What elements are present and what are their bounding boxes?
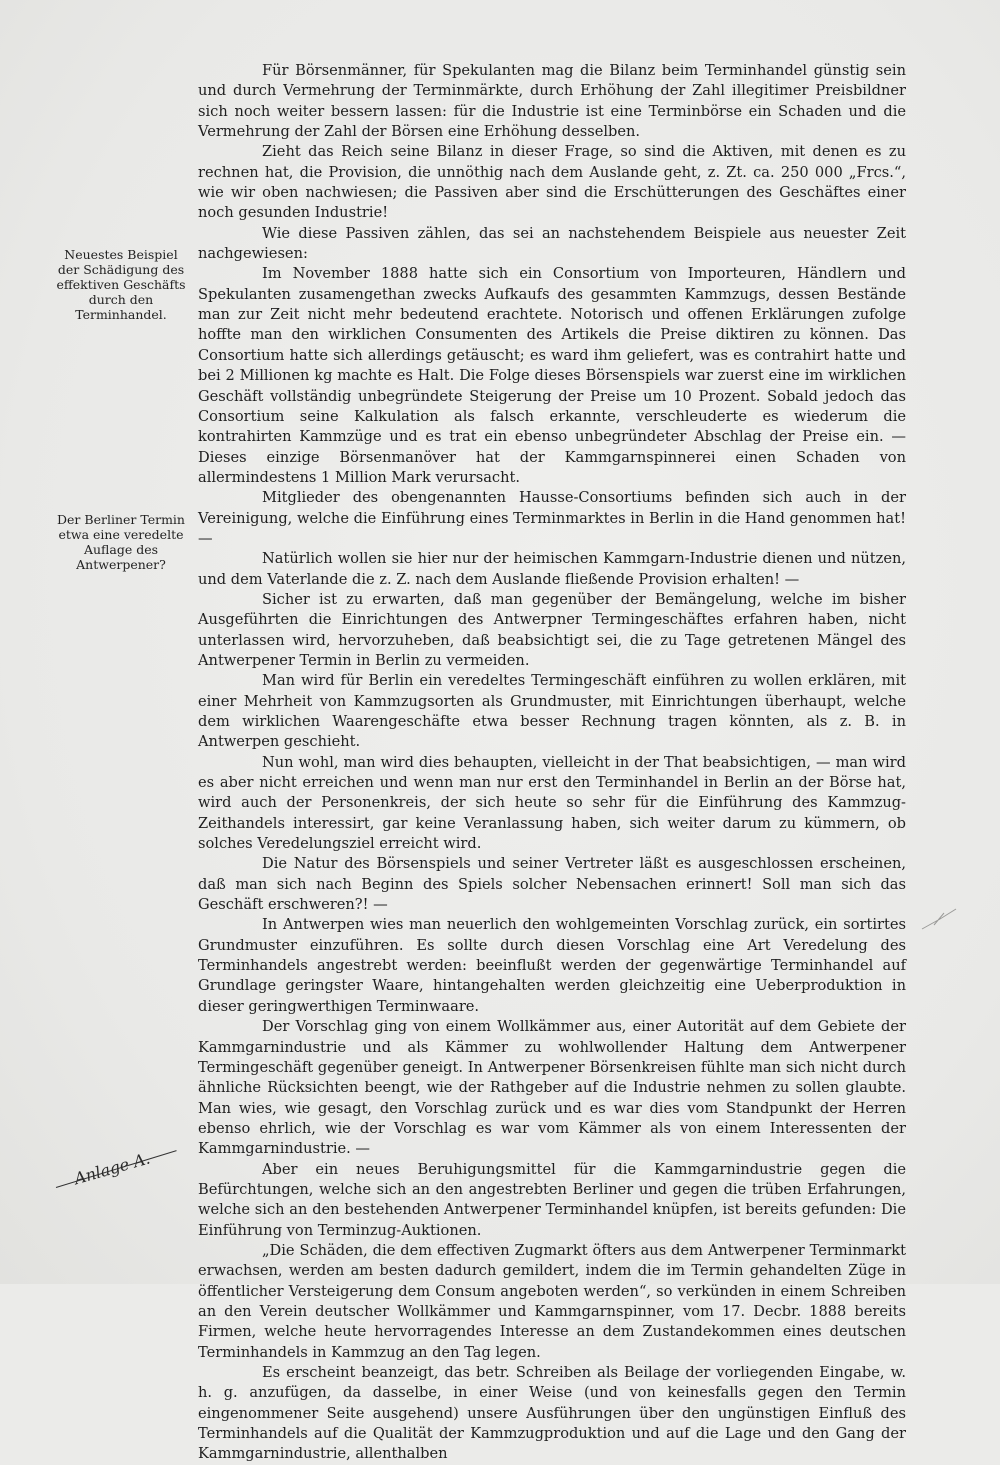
annex-label: Anlage A. (72, 1148, 153, 1189)
paragraph: Im November 1888 hatte sich ein Consortium von Importeuren, Händlern und Spekulanten zusamengethan zwecks Aufkaufs des gesammten Kammzugs, dessen Bestände man zur Zeit nicht mehr bedeutend erachtete. Notorisch und offenen Erklärungen zufolge hoffte man den wirklichen Consumenten des Artikels die Preise diktiren zu können. Das Consortium hatte sich allerdings getäuscht; es ward ihm geliefert, was es contrahirt hatte und bei 2 Millionen kg machte es Halt. Die Folge dieses Börsenspiels war zuerst eine im wirklichen Geschäft vollständig unbegründete Steigerung der Preise um 10 Prozent. Sobald jedoch das Consortium seine Kalkulation als falsch erkannte, verschleuderte es wiederum die kontrahirten Kammzüge und es trat ein ebenso unbegründeter Abschlag der Preise ein. — Dieses einzige Börsenmanöver hat der Kammgarnspinnerei einen Schaden von allermindestens 1 Million Mark verursacht. (198, 265, 906, 486)
body-text (198, 61, 906, 1465)
paragraph: Es erscheint beanzeigt, das betr. Schreiben als Beilage der vorliegenden Eingabe, w. h. g. anzufügen, da dasselbe, in einer Weise (und von keinesfalls gegen den Termin eingenommener Seite ausgehend) unsere Ausführungen über den ungünstigen Einfluß des Terminhandels auf die Qualität der Kammzugproduktion und auf die Lage und den Gang der Kammgarnindustrie, allenthalben (198, 1364, 906, 1463)
margin-note-berlin-termin: Der Berliner Termin etwa eine veredelte Auflage des Antwerpener? (57, 512, 185, 572)
paragraph: Zieht das Reich seine Bilanz in dieser Frage, so sind die Aktiven, mit denen es zu rechnen hat, die Provision, die unnöthig nach dem Auslande geht, z. Zt. ca. 250 000 „Frcs.“, wie wir oben nachwiesen; die Passiven aber sind die Erschütterungen des Geschäftes einer noch gesunden Industrie! (198, 143, 906, 222)
paragraph: Für Börsenmänner, für Spekulanten mag die Bilanz beim Terminhandel günstig sein und durch Vermehrung der Terminmärkte, durch Erhöhung der Zahl illegitimer Preisbildner sich noch weiter bessern lassen: für die Industrie ist eine Terminbörse ein Schaden und die Vermehrung der Zahl der Börsen eine Erhöhung desselben. (198, 62, 906, 141)
paragraph: Aber ein neues Beruhigungsmittel für die Kammgarnindustrie gegen die Befürchtungen, welche sich an den angestrebten Berliner und gegen die trüben Erfahrungen, welche sich an den bestehenden Antwerpener Terminhandel knüpfen, ist bereits gefunden: Die Einführung von Terminzug-Auktionen. (198, 1160, 906, 1239)
paragraph: Wie diese Passiven zählen, das sei an nachstehendem Beispiele aus neuester Zeit nachgewiesen: (198, 224, 906, 263)
paragraph: Nun wohl, man wird dies behaupten, vielleicht in der That beabsichtigen, — man wird es aber nicht erreichen und wenn man nur erst den Terminhandel in Berlin an der Börse hat, wird auch der Personenkreis, der sich heute so sehr für die Einführung des Kammzug-Zeithandels interessirt, gar keine Veranlassung haben, sich weiter darum zu kümmern, ob solches Veredelungsziel erreicht wird. (198, 753, 906, 853)
paragraph: Mitglieder des obengenannten Hausse-Consortiums befinden sich auch in der Vereinigung, welche die Einführung eines Terminmarktes in Berlin in die Hand genommen hat! — (198, 489, 906, 547)
paragraph: In Antwerpen wies man neuerlich den wohlgemeinten Vorschlag zurück, ein sortirtes Grundmuster einzuführen. Es sollte durch diesen Vorschlag eine Art Veredelung des Terminhandels angestrebt werden: beeinflußt werden der gegenwärtige Terminhandel auf Grundlage geringster Waare, hintangehalten werden gleichzeitig eine Ueberproduktion in dieser geringwerthigen Terminwaare. (198, 916, 906, 1015)
paragraph: Die Natur des Börsenspiels und seiner Vertreter läßt es ausgeschlossen erscheinen, daß man sich nach Beginn des Spiels solcher Nebensachen erinnert! Soll man sich das Geschäft erschweren?! — (198, 855, 906, 914)
paragraph: Der Vorschlag ging von einem Wollkämmer aus, einer Autorität auf dem Gebiete der Kammgarnindustrie und als Kämmer zu wohlwollender Haltung dem Antwerpener Termingeschäft gegenüber geneigt. In Antwerpener Börsenkreisen fühlte man sich nicht durch ähnliche Rücksichten beengt, wie der Rathgeber auf die Industrie nehmen zu sollen glaubte. Man wies, wie gesagt, den Vorschlag zurück und es war dies vom Standpunkt der Herren ebenso ehrlich, wie der Vorschlag es war vom Kämmer als von einem Interessenten der Kammgarnindustrie. — (198, 1018, 906, 1158)
paragraph: Sicher ist zu erwarten, daß man gegenüber der Bemängelung, welche im bisher Ausgeführten die Einrichtungen des Antwerpner Termingeschäftes erfahren haben, nicht unterlassen wird, hervorzuheben, daß beabsichtigt sei, die zu Tage getretenen Mängel des Antwerpener Termin in Berlin zu vermeiden. (198, 590, 906, 669)
margin-note-example: Neuestes Beispiel der Schädigung des effektiven Geschäfts durch den Terminhandel. (56, 247, 186, 322)
paragraph: „Die Schäden, die dem effectiven Zugmarkt öfters aus dem Antwerpener Terminmarkt erwachsen, werden am besten dadurch gemildert, indem die im Termin gehandelten Züge in öffentlicher Versteigerung dem Consum angeboten werden“, so verkünden in einem Schreiben an den Verein deutscher Wollkämmer und Kammgarnspinner, vom 17. Decbr. 1888 bereits Firmen, welche heute hervorragendes Interesse an dem Zustandekommen eines deutschen Terminhandels in Kammzug an den Tag legen. (198, 1241, 906, 1361)
paragraph: Natürlich wollen sie hier nur der heimischen Kammgarn-Industrie dienen und nützen, und dem Vaterlande die z. Z. nach dem Auslande fließende Provision erhalten! — (198, 550, 906, 588)
paragraph: Man wird für Berlin ein veredeltes Termingeschäft einführen zu wollen erklären, mit einer Mehrheit von Kammzugsorten als Grundmuster, mit Einrichtungen überhaupt, welche dem wirklichen Waarengeschäfte etwa besser Rechnung tragen könnten, als z. B. in Antwerpen geschieht. (198, 672, 906, 751)
pencil-mark (920, 905, 960, 935)
